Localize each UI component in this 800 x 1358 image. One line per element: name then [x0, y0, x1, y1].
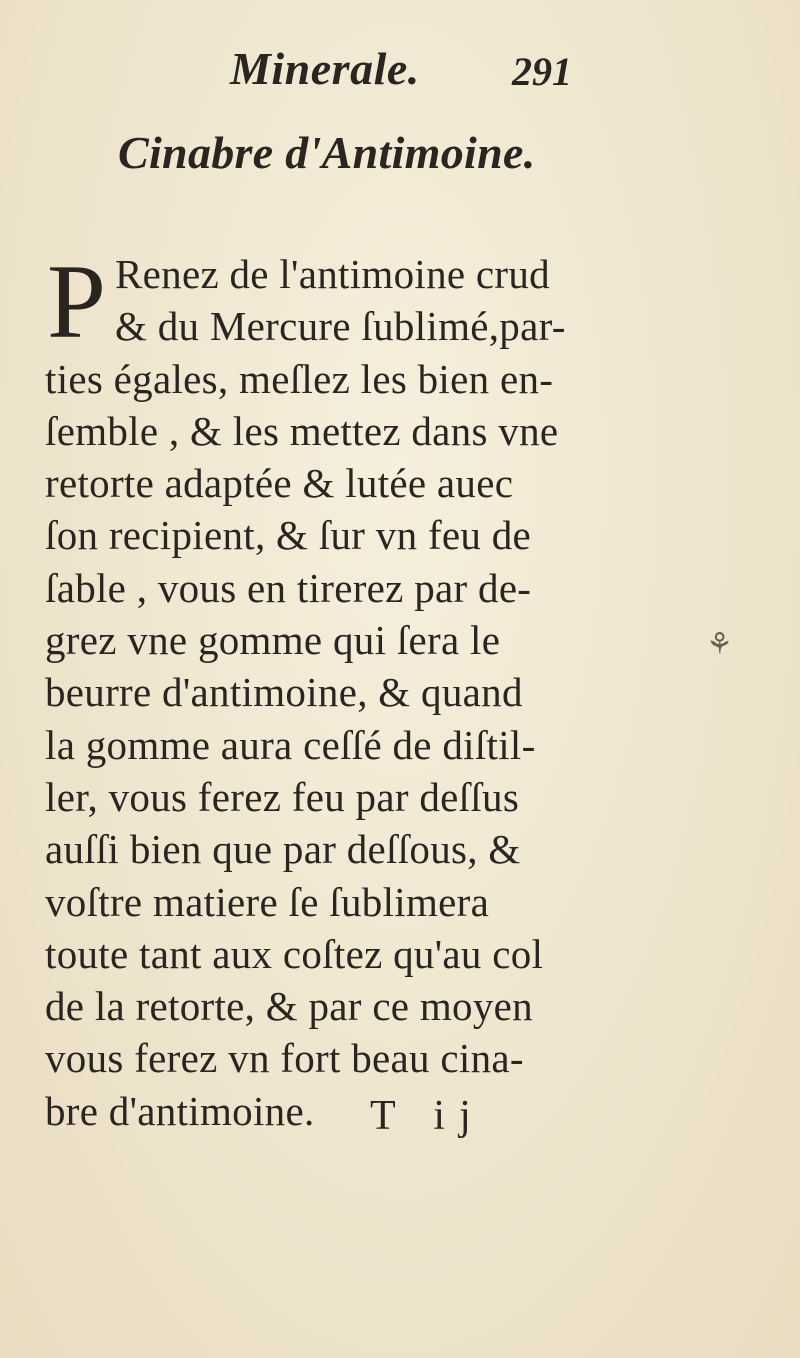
- text-line: voſtre matiere ſe ſublimera: [45, 878, 490, 925]
- text-line: ſemble , & les mettez dans vne: [45, 407, 559, 454]
- page-number: 291: [512, 49, 572, 94]
- text-line: retorte adaptée & lutée auec: [45, 460, 514, 507]
- running-head: [0, 38, 800, 98]
- text-line: ſon recipient, & ſur vn feu de: [45, 512, 532, 559]
- text-line: auſſi bien que par deſſous, &: [45, 826, 521, 873]
- text-line: toute tant aux coſtez qu'au col: [45, 930, 544, 977]
- margin-ornament-icon: ⚘: [706, 627, 733, 662]
- text-line: ties égales, meſlez les bien en-: [45, 355, 554, 402]
- text-line: grez vne gomme qui ſera le: [45, 617, 501, 664]
- text-line: la gomme aura ceſſé de diſtil-: [45, 721, 536, 768]
- text-line: Renez de l'antimoine crud: [115, 251, 550, 297]
- drop-cap-letter: P: [47, 243, 106, 360]
- running-title: Minerale.: [230, 43, 420, 94]
- text-line: ſable , vous en tirerez par de-: [45, 564, 532, 611]
- section-heading: Cinabre d'Antimoine.: [118, 127, 536, 178]
- text-line: vous ferez vn fort beau cina-: [45, 1035, 524, 1082]
- signature-mark: T ij: [370, 1093, 485, 1139]
- text-line: ler, vous ferez feu par deſſus: [45, 773, 520, 820]
- text-line: bre d'antimoine.: [45, 1087, 315, 1134]
- recipe-text: [45, 243, 605, 1137]
- text-line: & du Mercure ſublimé,par-: [115, 303, 566, 350]
- text-line: de la retorte, & par ce moyen: [45, 983, 533, 1030]
- text-line: beurre d'antimoine, & quand: [45, 669, 523, 716]
